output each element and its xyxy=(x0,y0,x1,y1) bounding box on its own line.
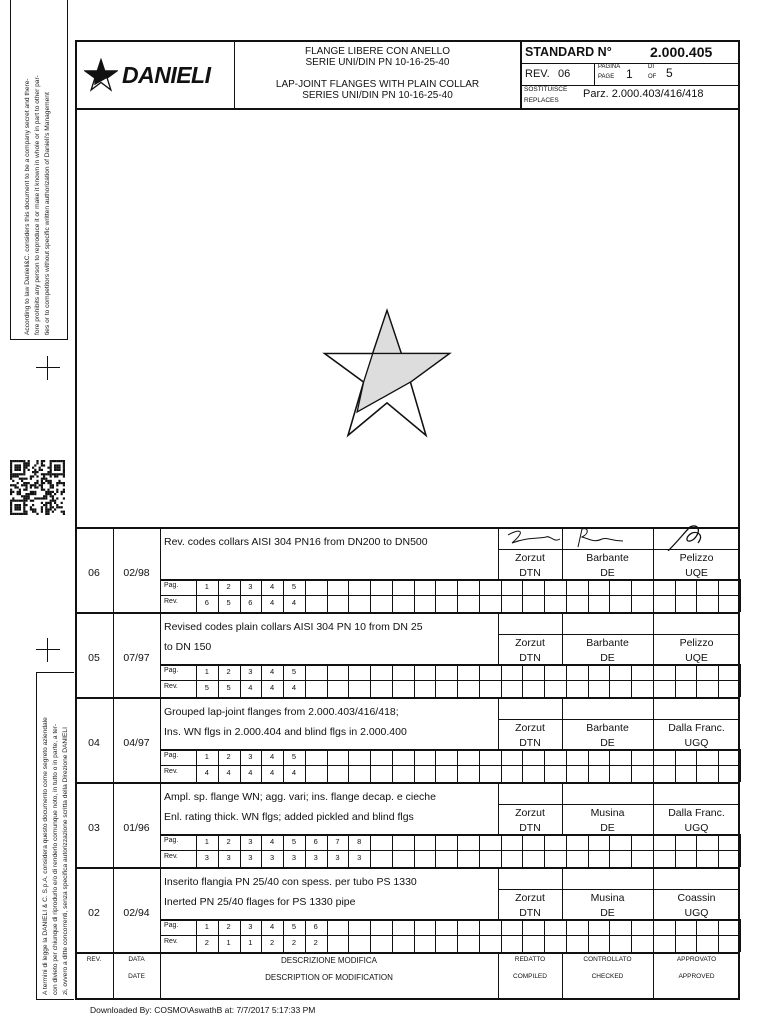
table-rule xyxy=(653,664,654,697)
table-rule xyxy=(740,919,741,952)
pag-label: Pag. xyxy=(164,582,179,589)
page-rev-cell: 3 xyxy=(204,853,209,862)
checked-dept: DE xyxy=(600,907,615,919)
compiled-name: Zorzut xyxy=(515,722,545,734)
page-rev-cell: 5 xyxy=(204,683,209,692)
table-rule xyxy=(522,579,523,612)
compiled-name: Zorzut xyxy=(515,552,545,564)
page-rev-cell: 1 xyxy=(248,938,253,947)
page-number-cell: 3 xyxy=(248,837,253,846)
page-number-cell: 4 xyxy=(270,922,275,931)
checked-name: Barbante xyxy=(586,552,629,564)
page-rev-cell: 6 xyxy=(204,598,209,607)
footer-label: DATE xyxy=(128,973,145,980)
table-rule xyxy=(740,834,741,867)
table-rule xyxy=(479,919,480,952)
table-rule xyxy=(435,749,436,782)
page-number-cell: 3 xyxy=(248,752,253,761)
table-rule xyxy=(675,749,676,782)
table-rule xyxy=(75,782,740,784)
table-rule xyxy=(348,579,349,612)
page-number-cell: 5 xyxy=(291,922,296,931)
note-line: con divieto per chiunque di riprodurlo e/o di renderlo comunque noto, in tutto o in parte, a ter- xyxy=(52,723,59,995)
table-rule xyxy=(457,834,458,867)
approved-dept: UGQ xyxy=(684,822,709,834)
revision-description: Rev. codes collars AISI 304 PN16 from DN200 to DN500 xyxy=(164,536,428,548)
table-rule xyxy=(566,834,567,867)
table-rule xyxy=(498,719,740,720)
page-label-it: PAGINA xyxy=(598,64,621,70)
pag-label: Pag. xyxy=(164,922,179,929)
compiled-name: Zorzut xyxy=(515,637,545,649)
page-rev-cell: 4 xyxy=(291,768,296,777)
approved-name: Pelizzo xyxy=(679,552,714,564)
page-number-cell: 2 xyxy=(226,922,231,931)
revision-description: Revised codes plain collars AISI 304 PN 10 from DN 25 xyxy=(164,621,423,633)
page-rev-cell: 4 xyxy=(270,683,275,692)
table-rule xyxy=(457,664,458,697)
page-number-cell: 6 xyxy=(313,922,318,931)
page-rev-cell: 6 xyxy=(248,598,253,607)
note-line: zi, ovvero a ditte concorrenti, senza specifica autorizzazione scritta della Direzione DANIELI xyxy=(62,727,69,995)
table-rule xyxy=(75,952,740,954)
signatures xyxy=(498,521,740,551)
table-rule xyxy=(588,749,589,782)
table-rule xyxy=(653,749,654,782)
table-rule xyxy=(457,919,458,952)
table-rule xyxy=(675,919,676,952)
table-rule xyxy=(348,664,349,697)
page-value: 1 xyxy=(626,67,633,81)
table-rule xyxy=(522,834,523,867)
revision-number: 06 xyxy=(88,567,100,579)
page-number-cell: 1 xyxy=(204,752,209,761)
table-rule xyxy=(501,919,502,952)
approved-name: Dalla Franc. xyxy=(668,722,725,734)
table-rule xyxy=(305,664,306,697)
replaces-label-it: SOSTITUISCE xyxy=(524,86,568,93)
danieli-star-watermark xyxy=(322,308,452,438)
footer-label: CONTROLLATO xyxy=(583,956,632,963)
footer-label: DESCRIPTION OF MODIFICATION xyxy=(265,973,393,982)
table-rule xyxy=(696,664,697,697)
of-value: 5 xyxy=(666,66,673,80)
revision-number: 05 xyxy=(88,652,100,664)
table-rule xyxy=(75,867,740,869)
note-line: According to law Danieli&C. considers this document to be a company secret and there- xyxy=(24,78,31,335)
revision-description: Enl. rating thick. WN flgs; added pickled and blind flgs xyxy=(164,811,414,823)
table-rule xyxy=(75,697,740,699)
table-rule xyxy=(588,664,589,697)
table-rule xyxy=(392,664,393,697)
table-rule xyxy=(457,579,458,612)
page-rev-cell: 2 xyxy=(270,938,275,947)
table-rule xyxy=(392,919,393,952)
revision-description: Ampl. sp. flange WN; agg. vari; ins. flange decap. e cieche xyxy=(164,791,436,803)
crosshair-mark xyxy=(36,638,60,662)
title-it-2: SERIE UNI/DIN PN 10-16-25-40 xyxy=(305,57,450,68)
table-rule xyxy=(501,834,502,867)
page-number-cell: 3 xyxy=(248,922,253,931)
table-rule xyxy=(414,579,415,612)
page-rev-cell: 3 xyxy=(270,853,275,862)
page-number-cell: 6 xyxy=(313,837,318,846)
page-number-cell: 8 xyxy=(357,837,362,846)
page-rev-cell: 3 xyxy=(335,853,340,862)
table-rule xyxy=(696,749,697,782)
table-rule xyxy=(305,749,306,782)
table-rule xyxy=(479,834,480,867)
table-rule xyxy=(479,749,480,782)
table-rule xyxy=(498,634,740,635)
table-rule xyxy=(675,834,676,867)
table-rule xyxy=(305,579,306,612)
table-rule xyxy=(544,919,545,952)
revision-date: 07/97 xyxy=(123,652,150,664)
approved-dept: UQE xyxy=(685,567,708,579)
pag-label: Pag. xyxy=(164,837,179,844)
rev-label: Rev. xyxy=(164,768,178,775)
approved-name: Coassin xyxy=(677,892,716,904)
footer-label: DESCRIZIONE MODIFICA xyxy=(280,956,377,965)
table-rule xyxy=(160,527,161,612)
table-rule xyxy=(370,834,371,867)
table-rule xyxy=(609,579,610,612)
page-rev-cell: 4 xyxy=(204,768,209,777)
standard-label: STANDARD N° xyxy=(525,45,612,59)
table-rule xyxy=(588,834,589,867)
compiled-dept: DTN xyxy=(519,822,541,834)
table-rule xyxy=(501,664,502,697)
table-rule xyxy=(75,612,740,614)
table-rule xyxy=(696,579,697,612)
revision-date: 02/94 xyxy=(123,907,150,919)
table-rule xyxy=(501,749,502,782)
note-line: A termini di legge la DANIELI & C. S.p.A. considera questo documento come segreto aziendale xyxy=(42,717,49,995)
table-rule xyxy=(522,749,523,782)
table-rule xyxy=(631,749,632,782)
table-rule xyxy=(457,749,458,782)
table-rule xyxy=(479,664,480,697)
table-rule xyxy=(588,579,589,612)
table-rule xyxy=(544,834,545,867)
table-rule xyxy=(414,834,415,867)
page-number-cell: 4 xyxy=(270,752,275,761)
table-rule xyxy=(653,834,654,867)
page-number-cell: 4 xyxy=(270,667,275,676)
checked-dept: DE xyxy=(600,567,615,579)
page-number-cell: 5 xyxy=(291,837,296,846)
compiled-dept: DTN xyxy=(519,907,541,919)
footer-label: COMPILED xyxy=(513,973,547,980)
page-rev-cell: 3 xyxy=(226,853,231,862)
checked-dept: DE xyxy=(600,737,615,749)
table-rule xyxy=(544,664,545,697)
table-rule xyxy=(370,919,371,952)
compiled-dept: DTN xyxy=(519,567,541,579)
table-rule xyxy=(566,749,567,782)
revision-number: 03 xyxy=(88,822,100,834)
page-number-cell: 7 xyxy=(335,837,340,846)
page-number-cell: 1 xyxy=(204,667,209,676)
table-rule xyxy=(696,919,697,952)
table-rule xyxy=(160,697,161,782)
page-label-en: PAGE xyxy=(598,74,615,80)
footer-label: APPROVED xyxy=(678,973,715,980)
rev-value: 06 xyxy=(558,68,571,80)
page-rev-cell: 2 xyxy=(204,938,209,947)
rev-label: REV. xyxy=(525,68,550,80)
table-rule xyxy=(609,664,610,697)
table-rule xyxy=(327,579,328,612)
page-number-cell: 2 xyxy=(226,667,231,676)
page-rev-cell: 4 xyxy=(248,683,253,692)
page-rev-cell: 4 xyxy=(270,768,275,777)
table-rule xyxy=(544,749,545,782)
note-line: fore prohibits any person to reproduce it or make it known in whole or in part to other par- xyxy=(34,75,41,335)
table-rule xyxy=(718,664,719,697)
page-number-cell: 3 xyxy=(248,582,253,591)
table-rule xyxy=(435,919,436,952)
rev-label: Rev. xyxy=(164,683,178,690)
page-rev-cell: 2 xyxy=(313,938,318,947)
page-number-cell: 2 xyxy=(226,837,231,846)
table-rule xyxy=(327,664,328,697)
table-rule xyxy=(631,919,632,952)
table-rule xyxy=(566,579,567,612)
table-rule xyxy=(479,579,480,612)
table-rule xyxy=(414,919,415,952)
page-number-cell: 1 xyxy=(204,582,209,591)
replaces-label-en: REPLACES xyxy=(524,97,559,104)
page-rev-cell: 4 xyxy=(291,598,296,607)
footer-label: CHECKED xyxy=(591,973,624,980)
table-rule xyxy=(370,579,371,612)
table-rule xyxy=(414,749,415,782)
table-rule xyxy=(696,834,697,867)
page-number-cell: 1 xyxy=(204,922,209,931)
table-rule xyxy=(653,579,654,612)
table-rule xyxy=(740,749,741,782)
star-logo-icon xyxy=(84,58,118,92)
of-label-it: DI xyxy=(648,64,654,70)
confidentiality-note-en xyxy=(10,0,68,340)
table-rule xyxy=(327,919,328,952)
qr-code xyxy=(10,460,65,515)
table-rule xyxy=(675,664,676,697)
rev-label: Rev. xyxy=(164,598,178,605)
page-number-cell: 1 xyxy=(204,837,209,846)
checked-dept: DE xyxy=(600,652,615,664)
note-line: ties or to competitors without specific written authorization of Danieli's Management xyxy=(44,92,51,335)
approved-name: Pelizzo xyxy=(679,637,714,649)
table-rule xyxy=(718,919,719,952)
table-rule xyxy=(740,664,741,697)
compiled-name: Zorzut xyxy=(515,892,545,904)
table-rule xyxy=(718,749,719,782)
page-rev-cell: 4 xyxy=(248,768,253,777)
checked-name: Barbante xyxy=(586,722,629,734)
table-rule xyxy=(544,579,545,612)
page-rev-cell: 5 xyxy=(226,683,231,692)
table-rule xyxy=(631,664,632,697)
table-rule xyxy=(588,919,589,952)
page-rev-cell: 1 xyxy=(226,938,231,947)
logo-text: DANIELI xyxy=(122,62,211,88)
table-rule xyxy=(392,579,393,612)
table-rule xyxy=(498,804,740,805)
checked-dept: DE xyxy=(600,822,615,834)
page-number-cell: 5 xyxy=(291,752,296,761)
compiled-dept: DTN xyxy=(519,737,541,749)
page-rev-cell: 4 xyxy=(291,683,296,692)
footer-label: DATA xyxy=(128,956,145,963)
table-rule xyxy=(370,664,371,697)
table-rule xyxy=(501,579,502,612)
page-number-cell: 2 xyxy=(226,582,231,591)
footer-label: REDATTO xyxy=(514,956,546,963)
page-rev-cell: 2 xyxy=(291,938,296,947)
footer-label: REV. xyxy=(86,956,102,963)
table-rule xyxy=(435,834,436,867)
table-rule xyxy=(414,664,415,697)
page-number-cell: 5 xyxy=(291,582,296,591)
title-en-1: LAP-JOINT FLANGES WITH PLAIN COLLAR xyxy=(275,79,480,90)
title-en-2: SERIES UNI/DIN PN 10-16-25-40 xyxy=(302,90,453,101)
page-rev-cell: 3 xyxy=(357,853,362,862)
approved-dept: UGQ xyxy=(684,737,709,749)
checked-name: Barbante xyxy=(586,637,629,649)
page-number-cell: 4 xyxy=(270,582,275,591)
page-rev-cell: 5 xyxy=(226,598,231,607)
table-rule xyxy=(498,889,740,890)
table-rule xyxy=(653,919,654,952)
table-rule xyxy=(435,664,436,697)
revision-date: 02/98 xyxy=(123,567,150,579)
table-rule xyxy=(522,664,523,697)
title-it-1: FLANGE LIBERE CON ANELLO xyxy=(304,46,451,57)
rev-label: Rev. xyxy=(164,853,178,860)
table-rule xyxy=(160,612,161,697)
revision-number: 04 xyxy=(88,737,100,749)
footer-label: APPROVATO xyxy=(676,956,717,963)
table-rule xyxy=(631,579,632,612)
table-rule xyxy=(392,834,393,867)
table-rule xyxy=(609,749,610,782)
rev-label: Rev. xyxy=(164,938,178,945)
revision-date: 01/96 xyxy=(123,822,150,834)
table-rule xyxy=(370,749,371,782)
approved-dept: UQE xyxy=(685,652,708,664)
crosshair-mark xyxy=(36,356,60,380)
table-rule xyxy=(566,664,567,697)
approved-dept: UGQ xyxy=(684,907,709,919)
page-number-cell: 5 xyxy=(291,667,296,676)
checked-name: Musina xyxy=(590,807,625,819)
table-rule xyxy=(392,749,393,782)
replaces-value: Parz. 2.000.403/416/418 xyxy=(583,88,704,100)
table-rule xyxy=(327,749,328,782)
page-number-cell: 2 xyxy=(226,752,231,761)
page-rev-cell: 3 xyxy=(248,853,253,862)
confidentiality-note-it xyxy=(36,672,74,1000)
compiled-name: Zorzut xyxy=(515,807,545,819)
of-label-en: OF xyxy=(648,74,657,80)
checked-name: Musina xyxy=(590,892,625,904)
revision-date: 04/97 xyxy=(123,737,150,749)
table-rule xyxy=(566,919,567,952)
table-rule xyxy=(160,867,161,952)
standard-number: 2.000.405 xyxy=(650,44,713,60)
table-rule xyxy=(740,579,741,612)
pag-label: Pag. xyxy=(164,667,179,674)
table-rule xyxy=(609,919,610,952)
table-rule xyxy=(435,579,436,612)
page-number-cell: 4 xyxy=(270,837,275,846)
download-note: Downloaded By: COSMO\AswathB at: 7/7/2017 5:17:33 PM xyxy=(90,1005,316,1015)
page-rev-cell: 3 xyxy=(313,853,318,862)
table-rule xyxy=(348,919,349,952)
table-rule xyxy=(631,834,632,867)
revision-description: to DN 150 xyxy=(164,641,212,653)
revision-description: Inserito flangia PN 25/40 con spess. per tubo PS 1330 xyxy=(164,876,417,888)
approved-name: Dalla Franc. xyxy=(668,807,725,819)
table-rule xyxy=(718,834,719,867)
page-rev-cell: 4 xyxy=(226,768,231,777)
revision-description: Ins. WN flgs in 2.000.404 and blind flgs in 2.000.400 xyxy=(164,726,407,738)
table-rule xyxy=(675,579,676,612)
page-rev-cell: 3 xyxy=(291,853,296,862)
revision-description: Grouped lap-joint flanges from 2.000.403/416/418; xyxy=(164,706,399,718)
table-rule xyxy=(522,919,523,952)
page-rev-cell: 4 xyxy=(270,598,275,607)
table-rule xyxy=(609,834,610,867)
danieli-logo xyxy=(84,58,224,92)
table-rule xyxy=(160,782,161,867)
page-number-cell: 3 xyxy=(248,667,253,676)
compiled-dept: DTN xyxy=(519,652,541,664)
pag-label: Pag. xyxy=(164,752,179,759)
table-rule xyxy=(718,579,719,612)
revision-number: 02 xyxy=(88,907,100,919)
revision-description: Inerted PN 25/40 flages for PS 1330 pipe xyxy=(164,896,356,908)
table-rule xyxy=(348,749,349,782)
